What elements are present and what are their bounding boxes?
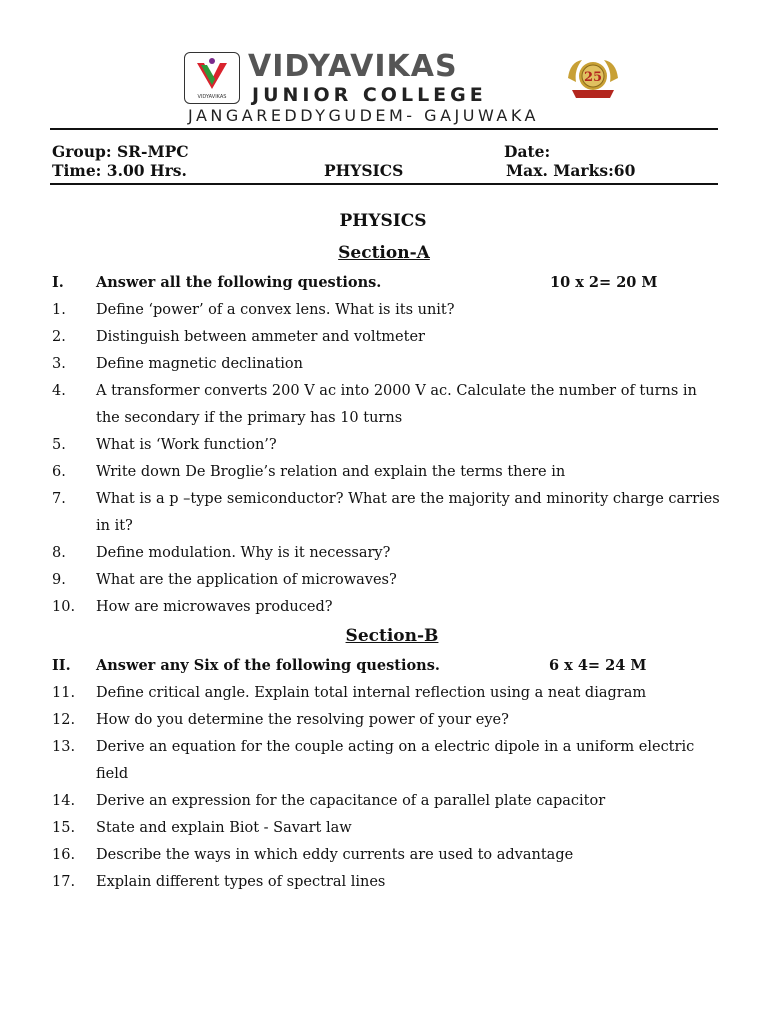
section-b-marks: 6 x 4= 24 M	[549, 657, 647, 674]
date-label: Date:	[504, 142, 551, 161]
logo-caption: VIDYAVIKAS	[197, 94, 227, 100]
college-logo	[184, 52, 240, 104]
time-label: Time: 3.00 Hrs.	[52, 161, 187, 180]
section-b-roman: II.	[52, 657, 71, 674]
section-b-title: Section-B	[345, 626, 439, 646]
section-a-title: Section-A	[338, 243, 430, 263]
meta-divider	[50, 183, 718, 185]
group-label: Group: SR-MPC	[52, 142, 189, 161]
section-a-marks: 10 x 2= 20 M	[550, 274, 658, 291]
college-subtitle: JUNIOR COLLEGE	[252, 84, 487, 106]
section-a-instruction-text: Answer all the following questions.	[96, 274, 382, 291]
paper-title: PHYSICS	[339, 211, 427, 231]
logo-v-icon	[185, 53, 239, 103]
section-a-roman: I.	[52, 274, 64, 291]
anniversary-seal-icon	[564, 56, 622, 100]
college-name: VIDYAVIKAS	[248, 49, 458, 84]
header-divider	[50, 128, 718, 130]
max-marks-label: Max. Marks:60	[506, 161, 636, 180]
subject-label: PHYSICS	[324, 161, 404, 180]
section-b-instruction-text: Answer any Six of the following questions.	[96, 657, 440, 674]
seal-number: 25	[583, 70, 603, 85]
college-location: JANGAREDDYGUDEM- GAJUWAKA	[188, 106, 539, 125]
